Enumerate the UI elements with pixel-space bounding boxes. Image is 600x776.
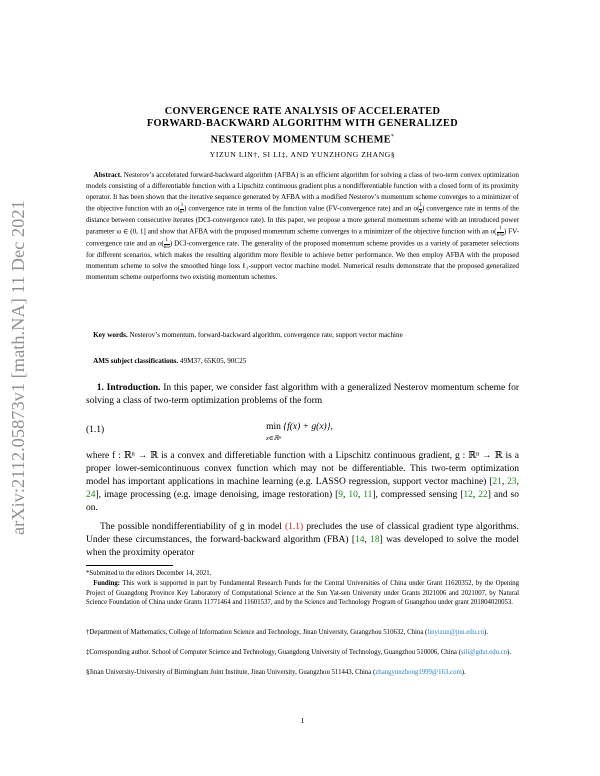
citation-link[interactable]: 22 xyxy=(478,490,488,501)
rate-fraction xyxy=(180,203,184,215)
keywords xyxy=(86,330,519,341)
footnote-funding xyxy=(86,579,519,608)
section-heading: 1. Introduction. xyxy=(96,383,161,393)
little-o: o xyxy=(413,204,418,213)
title-line-text: NESTEROV MOMENTUM SCHEME xyxy=(210,134,392,146)
citation-link[interactable]: 10 xyxy=(348,490,358,501)
rate-fraction xyxy=(419,203,422,215)
citation-link[interactable]: 18 xyxy=(370,535,380,546)
fraction-numerator: 1 xyxy=(419,203,422,209)
funding-label: Funding: xyxy=(93,580,121,587)
title-line: CONVERGENCE RATE ANALYSIS OF ACCELERATED xyxy=(164,106,441,117)
affiliation-text: ‡Corresponding author. School of Computer Science and Technology, Guangdong University of Technology, Guangzhou 510006, China ( xyxy=(86,649,461,656)
abstract-text: convergence rate in terms of the distance between consecutive iterates (DCI-convergence rate). In this paper, we propose a more general momentum scheme with an introduced power parameter ω ∈ (0, 1] and show that AFBA with the proposed momentum scheme converges to a minimizer of the objective function with an xyxy=(86,204,519,236)
email-link[interactable]: sili@gdut.edu.cn xyxy=(460,649,508,656)
fraction-denominator: k² xyxy=(180,209,185,215)
fraction-denominator: k²ω xyxy=(496,232,504,238)
citation-link[interactable]: 9 xyxy=(338,490,343,501)
arxiv-stamp-graphic xyxy=(4,197,30,537)
introduction-paragraph xyxy=(86,382,519,408)
body-text: image processing (e.g. image denoising, image restoration) xyxy=(104,490,333,501)
equation-expression: {f(x) + g(x)}, xyxy=(283,422,333,432)
funding-text: This work is supported in part by Fundamental Research Funds for the Central Universities of China under Grant 11620352, by the Opening Project of Guangdong Province Key Laboratory of Computational Science at the Sun Yat-sen University under Grants 2021006 and 2021007, by Natural Science Foundation of China under Grants 11771464 and 11601537, and by the Science and Technology Program of Guangzhou under grant 201804020053. xyxy=(86,580,519,606)
footnote-affiliation-3: §Jinan University-University of Birmingham Joint Institute, Jinan University, Guangzhou 511443, China (zhangyunzhong1999@163.com). xyxy=(86,669,466,676)
affiliation-text: †Department of Mathematics, College of Information Science and Technology, Jinan University, Guangzhou 510632, China ( xyxy=(86,629,428,636)
equation-body xyxy=(266,422,333,444)
body-text: and so on. xyxy=(86,490,519,514)
ams-codes: 49M37, 65K05, 90C25 xyxy=(180,357,247,365)
title-line: FORWARD-BACKWARD ALGORITHM WITH GENERALIZED xyxy=(146,118,459,130)
abstract-text: convergence rate in terms of the function value (FV-convergence rate) and an xyxy=(188,204,412,213)
email-link[interactable]: zhangyunzhong1999@163.com xyxy=(375,669,462,676)
little-o: o xyxy=(174,204,178,213)
arxiv-stamp xyxy=(4,197,30,537)
page-number: 1 xyxy=(300,716,305,725)
abstract: Abstract. Nesterov’s accelerated forward-backward algorithm (AFBA) is an efficient algorithm for solving a class of two-term convex optimization models consisting of a differentiable function with a Lipschitz continuous gradient plus a nondifferentiable function with a closed form of its proximity operator. It has been shown that the iterative sequence generated by AFBA with a modified Nesterov’s momentum scheme converges to a minimizer of the objective function with an o( $\frac{1}{\text{k²}}$ ) convergence rate in terms of the function value (FV-convergence rate) and an o( $\frac{1}{k}$ ) convergence rate in terms of the distance between consecutive iterates (DCI-convergence rate). In this paper, we propose a more general momentum scheme with an introduced power parameter ω ∈ (0, 1] and show that AFBA with the proposed momentum scheme converges to a minimizer of the objective function with an o( $\frac{1}{\text{k²ω}}$ ) FV-convergence rate and an o( $\frac{1}{k\omega}$ ) DCI-convergence rate. The generality of the proposed momentum scheme provides us a variety of parameter selections for different scenarios, which makes the resulting algorithm more flexible to achieve better performance. We then employ AFBA with the proposed momentum scheme to solve the smoothed hinge loss ℓ₁-support vector machine model. Numerical results demonstrate that the proposed generalized momentum scheme outperforms two existing momentum schemes. xyxy=(86,171,519,282)
keywords-label: Key words. xyxy=(93,331,128,339)
fraction-numerator: 1 xyxy=(180,203,184,209)
citation-link[interactable]: 23 xyxy=(507,477,517,488)
citation-link[interactable]: 11 xyxy=(363,490,373,501)
body-text: where f : ℝⁿ → ℝ is a convex and differetiable function with a Lipschitz continuous gradient, g : ℝⁿ → ℝ is a proper lower-semicontinuous convex function which may not be differentiable. This two-term optimization model has important applications in machine learning (e.g. LASSO regression, support vector machine) xyxy=(86,451,519,488)
email-link[interactable]: linyizun@jnu.edu.cn xyxy=(427,629,485,636)
equation-min: min xyxy=(266,422,281,432)
little-o: o xyxy=(490,227,495,236)
affiliation-text: §Jinan University-University of Birmingham Joint Institute, Jinan University, Guangzhou 511443, China ( xyxy=(86,669,376,676)
equation-subscript: x∈ℝⁿ xyxy=(266,435,281,442)
fraction-denominator: kω xyxy=(163,244,170,250)
citation-link[interactable]: 12 xyxy=(463,490,473,501)
abstract-text: FV-convergence rate and an xyxy=(86,227,519,248)
citation-link[interactable]: 21 xyxy=(492,477,502,488)
equation-reference-link[interactable]: (1.1) xyxy=(284,522,304,532)
ams-classification xyxy=(86,356,519,366)
abstract-text: DCI-convergence rate. The generality of the proposed momentum scheme provides us a variety of parameter selections for different scenarios, which makes the resulting algorithm more flexible to achieve better performance. We then employ AFBA with the proposed momentum scheme to solve the smoothed hinge loss ℓ₁-support vector machine model. Numerical results demonstrate that the proposed generalized momentum scheme outperforms two existing momentum schemes. xyxy=(86,239,519,282)
body-text: compressed sensing xyxy=(380,490,458,501)
rate-fraction xyxy=(497,226,504,238)
footnote-affiliation-1: †Department of Mathematics, College of Information Science and Technology, Jinan University, Guangzhou 510632, China (linyizun@jnu.edu.cn). xyxy=(86,629,489,636)
ams-label: AMS subject classifications. xyxy=(93,357,179,365)
keywords-text: Nesterov’s momentum, forward-backward algorithm, convergence rate, support vector machine xyxy=(129,331,403,339)
footnote-submitted: *Submitted to the editors December 14, 2021. xyxy=(86,570,212,577)
body-paragraph: where f : ℝⁿ → ℝ is a convex and differetiable function with a Lipschitz continuous gradient, g : ℝⁿ → ℝ is a proper lower-semicontinuous convex function which may not be differentiable. This two-term optimization model has important applications in machine learning (e.g. LASSO regression, support vector machine) [21, 23, 24], image processing (e.g. image denoising, image restoration) [9, 10, 11], compressed sensing [12, 22] and so on. xyxy=(86,451,520,514)
citation-link[interactable]: 24 xyxy=(86,490,96,501)
body-text: was developed to solve the model when the proximity operator xyxy=(86,535,519,559)
title-line xyxy=(86,131,519,147)
footnote-rule xyxy=(86,565,173,566)
abstract-text: Nesterov’s accelerated forward-backward algorithm (AFBA) is an efficient algorithm for solving a class of two-term convex optimization models consisting of a differentiable function with a Lipschitz continuous gradient plus a nondifferentiable function with a closed form of its proximity operator. It has been shown that the iterative sequence generated by AFBA with a modified Nesterov’s momentum scheme converges to a minimizer of the objective function with an xyxy=(86,171,519,213)
intro-text: In this paper, we consider fast algorithm with a generalized Nesterov momentum scheme for solving a class of two-term optimization problems of the form xyxy=(86,383,519,407)
paper-title xyxy=(86,106,519,146)
little-o: o xyxy=(157,239,162,248)
body-paragraph: The possible nondifferentiability of g in model (1.1) precludes the use of classical gradient type algorithms. Under these circumstances, the forward-backward algorithm (FBA) [14, 18] was developed to solve the model when the proximity operator xyxy=(86,522,519,559)
abstract-label: Abstract. xyxy=(93,171,122,179)
author-list: YIZUN LIN†, SI LI‡, AND YUNZHONG ZHANG§ xyxy=(209,150,396,159)
arxiv-id: arXiv:2112.05873v1 [math.NA] 11 Dec 2021 xyxy=(8,200,28,535)
body-text: precludes the use of classical gradient type algorithms. Under these circumstances, the forward-backward algorithm (FBA) xyxy=(86,522,519,546)
equation-1-1 xyxy=(86,422,519,446)
body-text: The possible nondifferentiability of g in model xyxy=(100,522,282,532)
title-footnote-mark: * xyxy=(391,133,395,140)
equation-number: (1.1) xyxy=(86,425,105,435)
fraction-denominator: k xyxy=(419,209,422,215)
fraction-numerator: 1 xyxy=(165,238,169,244)
footnote-affiliation-2: ‡Corresponding author. School of Computer Science and Technology, Guangdong University of Technology, Guangzhou 510006, China (sili@gdut.edu.cn). xyxy=(86,649,512,656)
citation-link[interactable]: 14 xyxy=(354,535,365,546)
rate-fraction xyxy=(164,238,170,250)
fraction-numerator: 1 xyxy=(498,226,502,232)
